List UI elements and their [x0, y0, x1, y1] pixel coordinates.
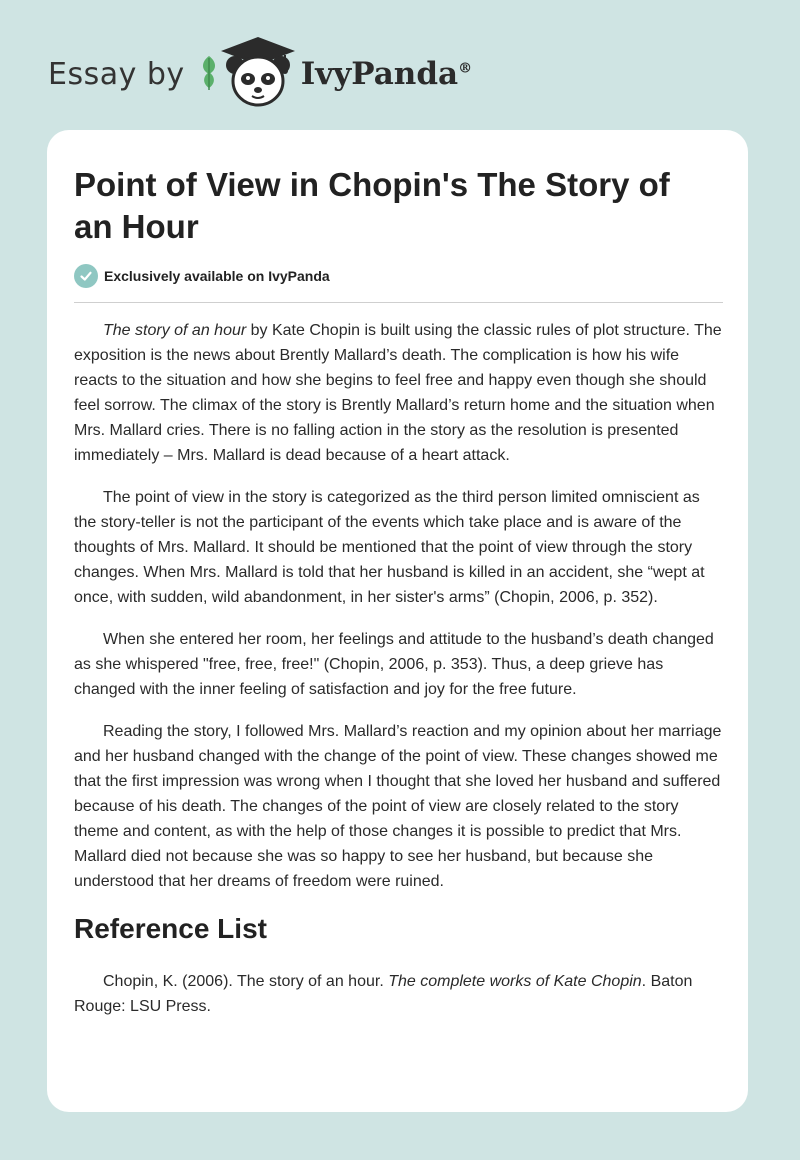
paragraph-3: When she entered her room, her feelings and attitude to the husband’s death changed as she whispered "free, free, free!" (Chopin, 2006, p. 353). Thus, a deep grieve has changed with the inner feeling of satisfaction and joy for the free future. — [74, 631, 714, 698]
ivypanda-logo[interactable] — [199, 35, 472, 114]
exclusive-label: Exclusively available on IvyPanda — [104, 268, 330, 284]
paragraph-4: Reading the story, I followed Mrs. Mallard’s reaction and my opinion about her marriage and her husband changed with the change of the point of view. These changes showed me that the first impression was wrong when I thought that she loved her husband and suffered because of his death. The changes of the point of view are closely related to the story theme and content, as with the help of those changes it is possible to predict that Mrs. Mallard died not because she was so happy to see her husband, but because she understood that her dreams of freedom were ruined. — [74, 723, 722, 890]
reference-heading: Reference List — [74, 913, 267, 944]
paragraph-1: The story of an hour by Kate Chopin is built using the classic rules of plot structure. The exposition is the news about Brently Mallard’s death. The complication is how his wife reacts to the situation and how she begins to feel free and happy even though she should feel sorrow. The climax of the story is Brently Mallard’s return home and the situation when Mrs. Mallard cries. There is no falling action in the story as the resolution is presented immediately – Mrs. Mallard is dead because of a heart attack. — [74, 322, 722, 464]
paragraph-2: The point of view in the story is categorized as the third person limited omniscient as the story-teller is not the participant of the events which take place and is aware of the thoughts of Mrs. Mallard. It should be mentioned that the point of view through the story changes. When Mrs. Mallard is told that her husband is killed in an accident, she “wept at once, with sudden, wild abandonment, in her sister's arms” (Chopin, 2006, p. 352). — [74, 489, 705, 606]
site-header — [48, 34, 472, 114]
divider — [74, 302, 723, 303]
reference-entry: Chopin, K. (2006). The story of an hour. The complete works of Kate Chopin. Baton Rouge: LSU Press. — [74, 973, 693, 1015]
leaf-icon — [199, 52, 219, 97]
essay-card — [47, 130, 748, 1112]
page-title: Point of View in Chopin's The Story of an Hour — [74, 166, 670, 245]
panda-logo-icon — [219, 35, 297, 114]
check-icon — [74, 264, 98, 288]
story-title-italic: The story of an hour — [103, 322, 247, 339]
exclusive-badge — [74, 264, 330, 288]
brand-name: IvyPanda® — [300, 56, 473, 92]
essay-body — [74, 318, 723, 1036]
essay-by-label: Essay by — [48, 56, 185, 92]
